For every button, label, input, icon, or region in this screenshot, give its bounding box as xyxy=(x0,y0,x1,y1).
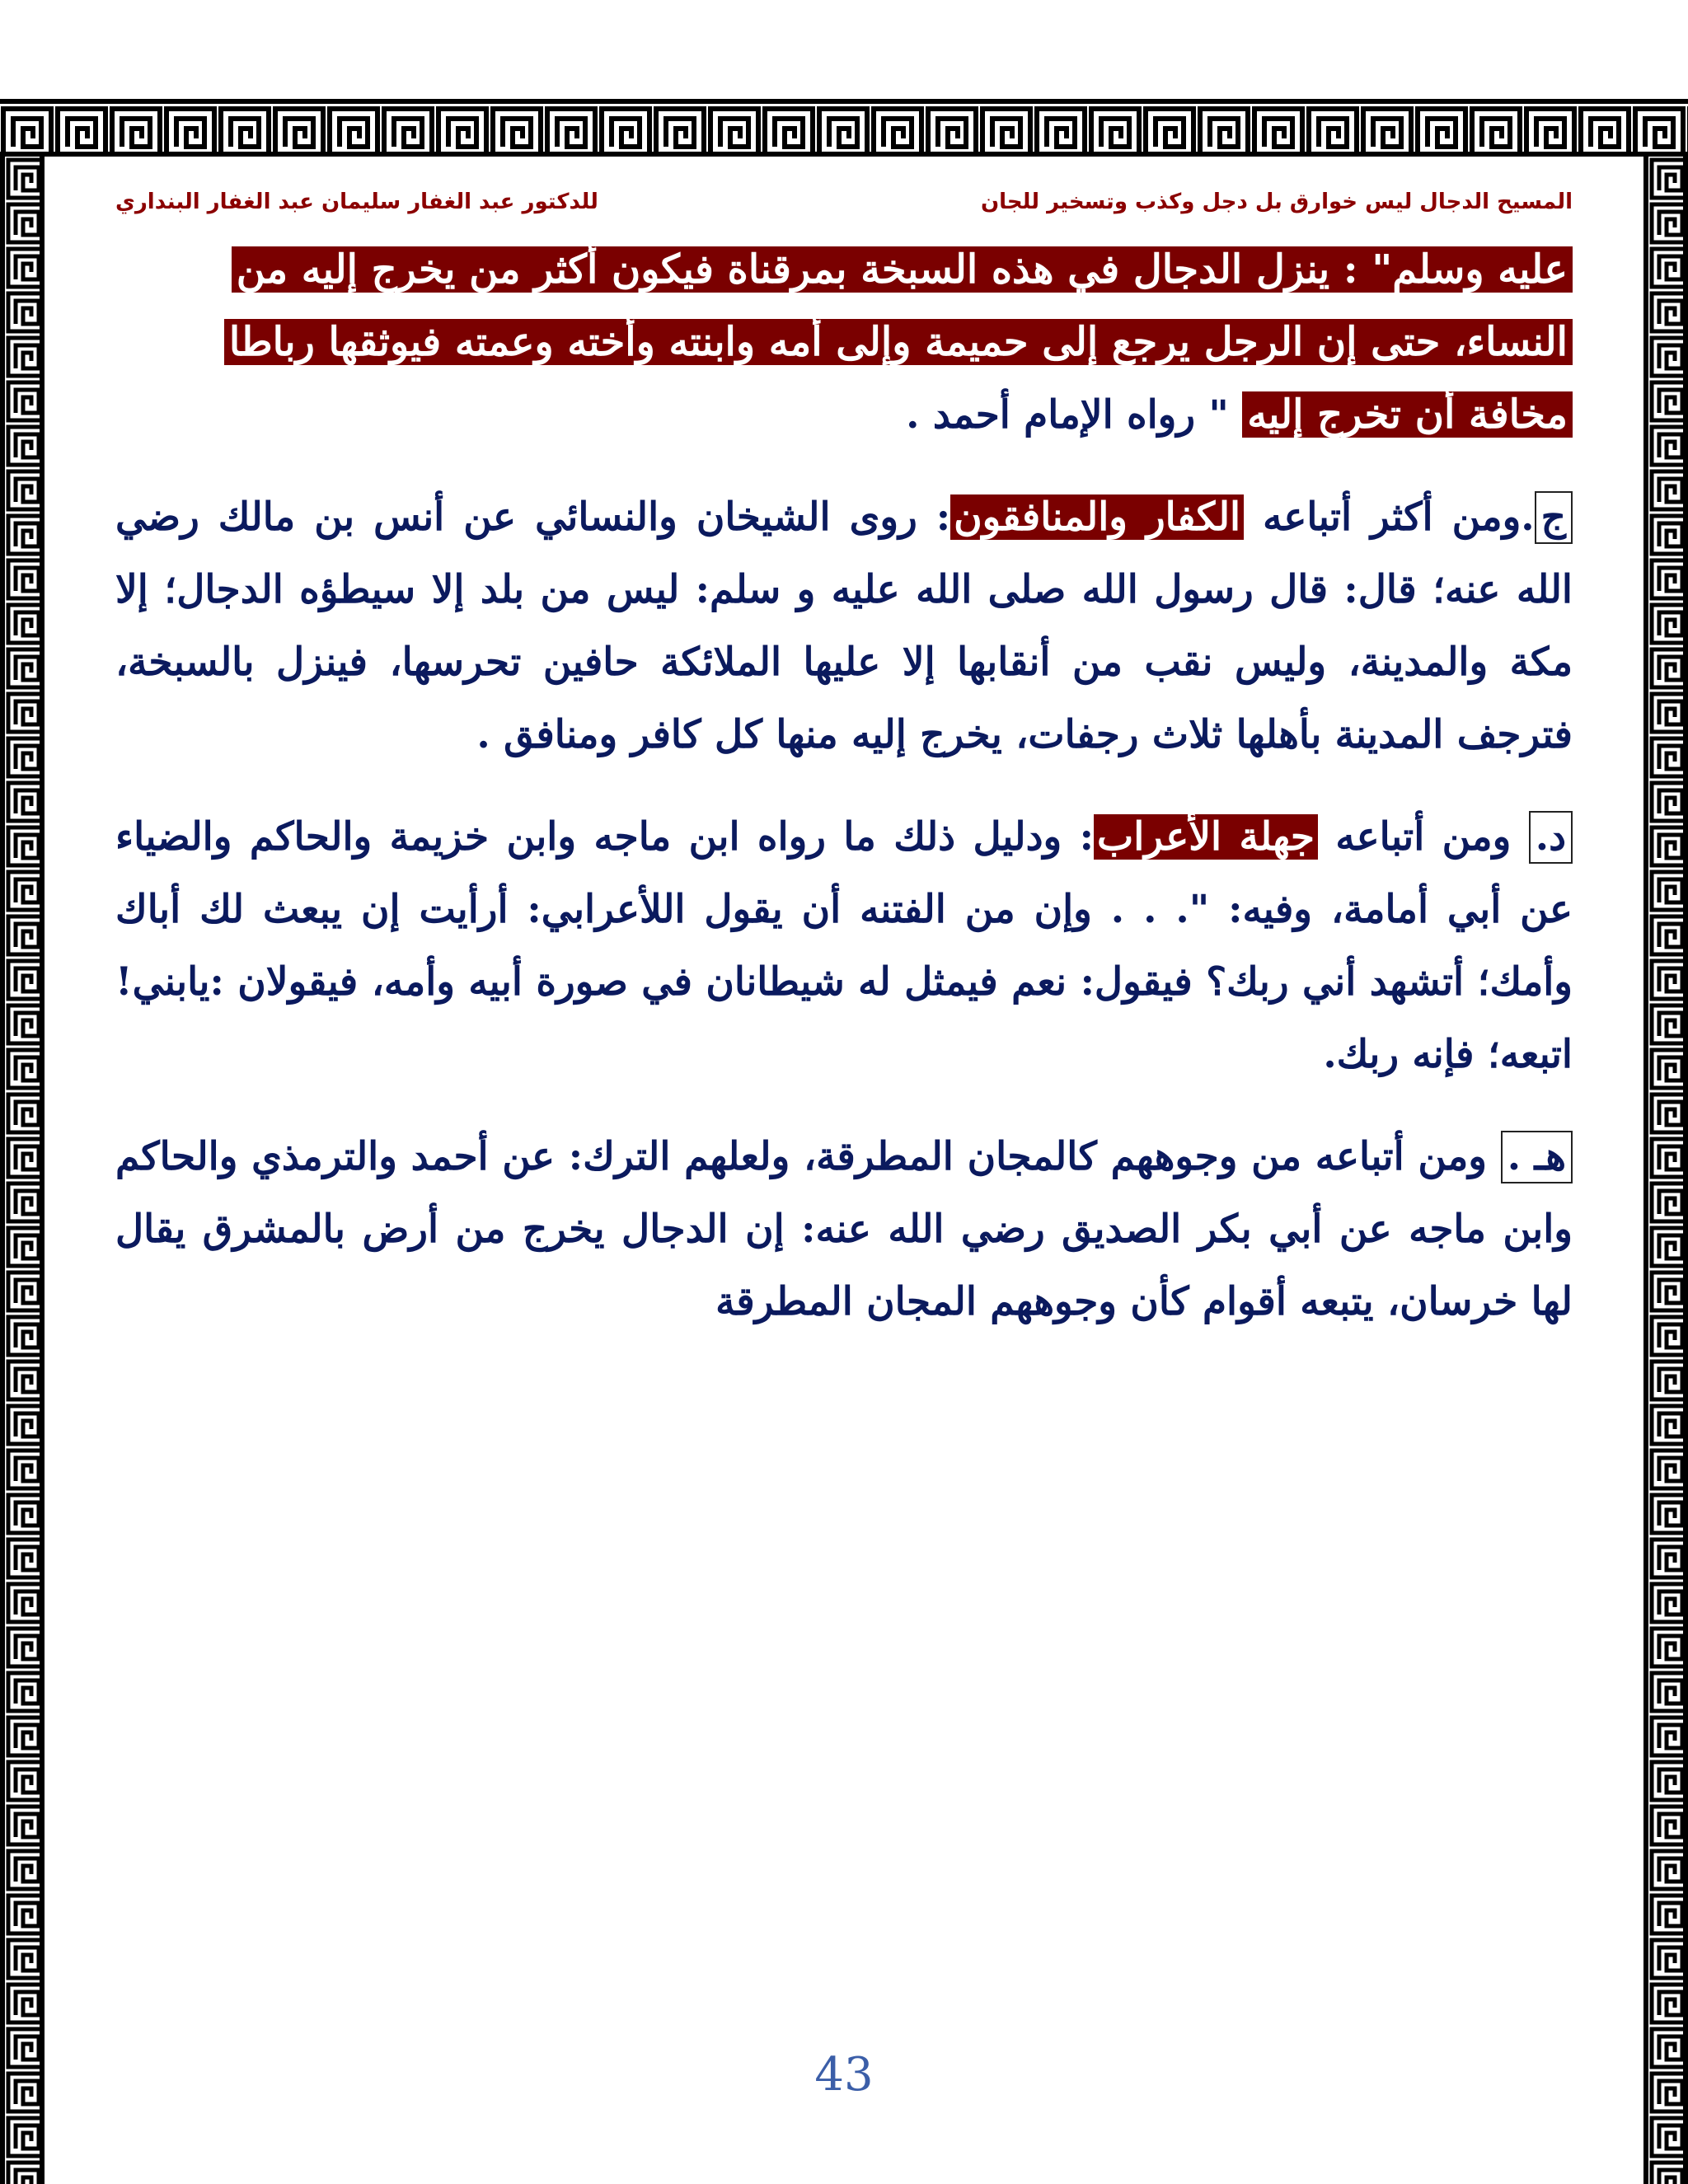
quote-block xyxy=(115,234,1573,452)
decorative-border-right xyxy=(1643,157,1688,2184)
header-author: للدكتور عبد الغفار سليمان عبد الغفار البنداري xyxy=(115,190,598,214)
paragraph-d-text: : ودليل ذلك ما رواه ابن ماجه وابن خزيمة والحاكم والضياء عن أبي أمامة، وفيه: ". . . وإن من الفتنه أن يقول اللأعرابي: أرأيت إن يبعث لك أباك وأمك؛ أتشهد أني ربك؟ فيقول: نعم فيمثل له شيطانان في صورة أبيه وأمه، فيقولان :يابني! اتبعه؛ فإنه ربك. xyxy=(115,814,1573,1077)
quote-line-3-rest: " رواه الإمام أحمد . xyxy=(906,392,1243,438)
paragraph-h-text: ومن أتباعه من وجوههم كالمجان المطرقة، ولعلهم الترك: عن أحمد والترمذي والحاكم وابن ماجه عن أبي بكر الصديق رضي الله عنه: إن الدجال يخرج من أرض بالمشرق يقال لها خرسان، يتبعه أقوام كأن وجوههم المجان المطرقة xyxy=(115,1134,1573,1324)
quote-line-1: عليه وسلم" : ينزل الدجال في هذه السبخة بمرقناة فيكون أكثر من يخرج إليه من xyxy=(232,246,1573,293)
paragraph-d-intro: ومن أتباعه xyxy=(1317,814,1529,860)
paragraph-j-text: : روى الشيخان والنسائي عن أنس بن مالك رضي الله عنه؛ قال: قال رسول الله صلى الله عليه و سلم: ليس من بلد إلا سيطؤه الدجال؛ إلا مكة والمدينة، وليس نقب من أنقابها إلا عليها الملائكة حافين تحرسها، فينزل بالسبخة، فترجف المدينة بأهلها ثلاث رجفات، يخرج إليه منها كل كافر ومنافق . xyxy=(115,494,1573,757)
paragraph-d-highlight: جهلة الأعراب xyxy=(1094,814,1318,860)
paragraph-j-highlight: الكفار والمنافقون xyxy=(950,494,1244,540)
header-book-title: المسيح الدجال ليس خوارق بل دجل وكذب وتسخير للجان xyxy=(980,190,1573,214)
paragraph-j xyxy=(115,481,1573,771)
paragraph-d-label: د. xyxy=(1529,811,1573,864)
quote-line-2: النساء، حتى إن الرجل يرجع إلى حميمة وإلى أمه وابنته وأخته وعمته فيوثقها رباطا xyxy=(224,319,1573,365)
paragraph-h-label: هـ . xyxy=(1501,1131,1573,1183)
paragraph-d xyxy=(115,801,1573,1091)
decorative-border-top xyxy=(0,99,1688,157)
paragraph-j-label: ج xyxy=(1535,491,1573,544)
paragraph-h xyxy=(115,1121,1573,1338)
page-content xyxy=(115,190,1573,2184)
page-number: 43 xyxy=(814,2048,874,2102)
quote-line-3-highlight: مخافة أن تخرج إليه xyxy=(1242,391,1573,438)
running-header xyxy=(115,190,1573,214)
paragraph-j-intro: .ومن أكثر أتباعه xyxy=(1244,494,1535,540)
decorative-border-left xyxy=(0,157,45,2184)
